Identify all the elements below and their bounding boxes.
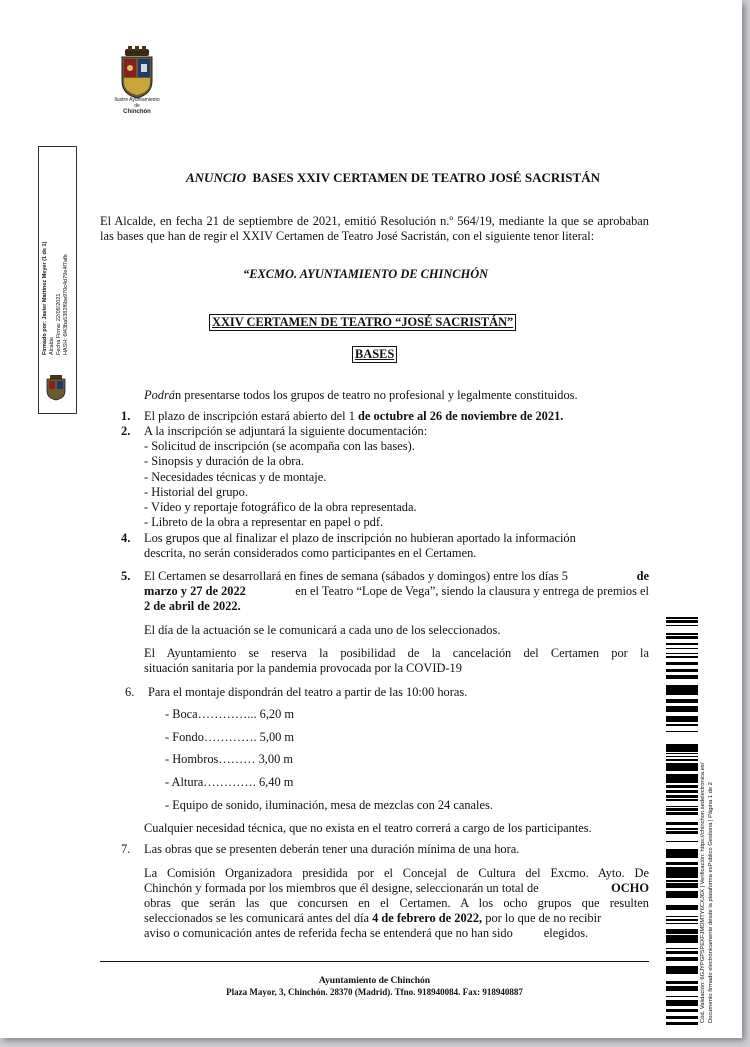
barcode-bar [666, 625, 698, 626]
barcode-bar [666, 841, 698, 842]
barcode-bar [666, 766, 698, 769]
barcode-bar [666, 764, 698, 766]
doc-list-item: - Libreto de la obra a representar en papel o pdf. [144, 515, 384, 529]
barcode-bar [666, 790, 698, 793]
measure-item: - Fondo…………. 5,00 m [165, 730, 295, 744]
barcode-bar [666, 747, 698, 749]
barcode-bar [666, 828, 698, 830]
barcode-bar [666, 891, 698, 893]
heading-text: BASES XXIV CERTAMEN DE TEATRO JOSÉ SACRISTÁN [252, 170, 600, 185]
measure-item: - Hombros……… 3,00 m [165, 752, 294, 766]
barcode-bar [666, 617, 698, 619]
item-5-line-2b: en el Teatro “Lope de Vega”, siendo la clausura y entrega de premios el [295, 584, 649, 598]
barcode-bar [666, 813, 698, 814]
item-2-text: A la inscripción se adjuntará la siguiente documentación: [144, 424, 428, 438]
barcode-bar [666, 938, 698, 941]
barcode-bar [666, 1000, 698, 1001]
barcode-bar [666, 832, 698, 834]
item-4-line: descrita, no serán considerados como participantes en el Certamen. [144, 546, 477, 560]
barcode-bar [666, 763, 698, 764]
item-6-note: Cualquier necesidad técnica, que no exista en el teatro correrá a cargo de los participantes. [144, 821, 592, 835]
barcode-bar [666, 873, 698, 874]
barcode-bar [666, 916, 698, 917]
item-6-number: 6. [125, 685, 135, 699]
barcode-bar [666, 886, 698, 888]
barcode-bar [666, 969, 698, 972]
barcode-bar [666, 875, 698, 878]
barcode-bar [666, 721, 698, 722]
barcode-bar [666, 948, 698, 949]
barcode-bar [666, 929, 698, 931]
barcode-bar [666, 745, 698, 747]
item-6-text: Para el montaje dispondrán del teatro a partir de las 10:00 horas. [148, 685, 468, 699]
barcode-bar [666, 849, 698, 852]
barcode-bar [666, 957, 698, 959]
footer-name: Ayuntamiento de Chinchón [318, 976, 431, 986]
barcode-bar [666, 880, 698, 882]
barcode-bar [666, 707, 698, 709]
barcode-bar [666, 923, 698, 924]
barcode-bar [666, 972, 698, 974]
doc-list-item: - Historial del grupo. [144, 485, 248, 499]
item-4-line: Los grupos que al finalizar el plazo de inscripción no hubieran aportado la información [144, 531, 576, 545]
item-7-para-line: La Comisión Organizadora presidida por el Concejal de Cultura del Excmo. Ayto. De [144, 866, 649, 880]
barcode-bar [666, 648, 698, 649]
measure-item: - Boca…………... 6,20 m [165, 707, 295, 721]
signature-seal-icon [44, 375, 68, 401]
item-7-para-line: aviso o comunicación antes de referida fecha se entenderá que no han sido elegidos. [144, 926, 589, 940]
barcode-bar [666, 744, 698, 745]
doc-list-item: - Vídeo y reportaje fotográfico de la obra representada. [144, 500, 417, 514]
barcode-bar [666, 1016, 698, 1019]
barcode-bar [666, 883, 698, 886]
item-7-deadline: 4 de febrero de 2022, [372, 911, 483, 925]
barcode-bar [666, 1024, 698, 1025]
validation-platform-text: Documento firmado electrónicamente desde la plataforma esPublico Gestiona | Página 1 de 2 [708, 782, 714, 1023]
item-7-count: OCHO [611, 881, 649, 895]
barcode-bar [666, 724, 698, 726]
logo-caption-town: Chinchón [123, 109, 151, 115]
signature-signer: Firmado por: Javier Martínez Meyer (1 de 1) [42, 241, 48, 355]
barcode-bar [666, 706, 698, 707]
barcode-bar [666, 907, 698, 910]
logo-caption-line: Ilustre Ayuntamiento [114, 97, 160, 103]
logo-caption-line: de [134, 103, 140, 109]
logo-caption [104, 97, 170, 115]
item-7-line-4c: por lo que de no recibir [485, 911, 602, 925]
barcode-bar [666, 779, 698, 781]
footer-address: Plaza Mayor, 3, Chinchón. 28370 (Madrid). Tfno. 918940084. Fax: 918940887 [226, 987, 523, 997]
barcode-bar [666, 959, 698, 961]
barcode-bar [666, 799, 698, 801]
barcode-bar [666, 1003, 698, 1004]
barcode-bar [666, 853, 698, 856]
measure-item: - Equipo de sonido, iluminación, mesa de mezclas con 24 canales. [165, 798, 493, 812]
item-7-para-line [144, 911, 601, 926]
barcode-bar [666, 967, 698, 969]
barcode-bar [666, 1009, 698, 1012]
item-2-number: 2. [121, 424, 131, 438]
item-7-para-line [144, 881, 649, 896]
barcode-bar [666, 935, 698, 938]
announcement-heading [186, 170, 600, 185]
barcode-bar [666, 852, 698, 853]
barcode-bar [666, 1001, 698, 1003]
heading-italic: ANUNCIO [186, 170, 246, 185]
barcode-bar [666, 656, 698, 657]
barcode-bar [666, 966, 698, 967]
item-5-para-3-line-2: situación sanitaria por la pandemia provocada por la COVID-19 [144, 661, 462, 675]
barcode-bar [666, 1022, 698, 1024]
barcode-bar [666, 759, 698, 761]
bases-title: BASES [352, 346, 397, 363]
barcode-bar [666, 716, 698, 719]
barcode-bar [666, 862, 698, 863]
barcode-bar [666, 749, 698, 752]
item-5-line-1 [144, 569, 649, 584]
barcode-bar [666, 620, 698, 622]
barcode-bar [666, 919, 698, 921]
item-5-para-3-line-1: El Ayuntamiento se reserva la posibilidad de la cancelación del Certamen por la [144, 646, 649, 660]
validation-barcode [666, 617, 698, 1025]
barcode-bar [666, 870, 698, 873]
barcode-bar [666, 677, 698, 679]
eligibility-paragraph [144, 388, 578, 403]
item-7-line-2a: Chinchón y formada por los miembros que él designe, seleccionarán un total de [144, 881, 539, 895]
barcode-bar [666, 731, 698, 732]
barcode-bar [666, 699, 698, 702]
eligibility-italic: Podrá [144, 388, 175, 402]
barcode-bar [666, 774, 698, 776]
barcode-bar [666, 653, 698, 654]
barcode-bar [666, 657, 698, 658]
barcode-bar [666, 675, 698, 677]
barcode-bar [666, 856, 698, 858]
barcode-bar [666, 983, 698, 984]
barcode-bar [666, 981, 698, 983]
barcode-bar [666, 633, 698, 635]
barcode-bar [666, 989, 698, 990]
validation-code-text: Cód. Validación: 6GJYPGP5PEXFJMDMTY6CXJ6X | Verificación: https://chinchon.sedelectronica.es/ [700, 762, 706, 1023]
signature-hash: HASH: 6f43ba5382f6ba970c4d79e4f7afb [63, 254, 69, 355]
item-5-line-1a: El Certamen se desarrollará en fines de semana (sábados y domingos) entre los días 5 [144, 569, 568, 583]
barcode-bar [666, 769, 698, 771]
barcode-bar [666, 785, 698, 788]
barcode-bar [666, 814, 698, 815]
barcode-bar [666, 662, 698, 665]
footer-divider [100, 961, 649, 962]
barcode-bar [666, 795, 698, 798]
barcode-bar [666, 806, 698, 807]
barcode-bar [666, 622, 698, 623]
barcode-bar [666, 986, 698, 989]
eligibility-text: n presentarse todos los grupos de teatro no profesional y legalmente constituidos. [174, 388, 578, 402]
barcode-bar [666, 669, 698, 672]
item-5-number: 5. [121, 569, 131, 583]
barcode-bar [666, 874, 698, 875]
signature-box [38, 146, 77, 414]
item-7-line-4a: seleccionados se les comunicará antes del día [144, 911, 370, 925]
barcode-bar [666, 643, 698, 645]
intro-paragraph: El Alcalde, en fecha 21 de septiembre de 2021, emitió Resolución n.º 564/19, mediante la que se aprobaban las bases que han de regir el XXIV Certamen de Teatro José Sacristán, con el siguiente tenor literal: [100, 214, 649, 243]
item-5-line-1b: de [636, 569, 649, 583]
barcode-bar [666, 686, 698, 689]
item-7-text: Las obras que se presenten deberán tener una duración mínima de una hora. [144, 842, 520, 856]
barcode-bar [666, 808, 698, 811]
barcode-bar [666, 951, 698, 954]
item-5-line-2 [144, 584, 649, 599]
item-1-text-a: El plazo de inscripción estará abierto del 1 [144, 409, 355, 423]
barcode-bar [666, 636, 698, 639]
item-4-number: 4. [121, 531, 131, 545]
barcode-bar [666, 867, 698, 870]
barcode-bar [666, 719, 698, 721]
org-title: “EXCMO. AYUNTAMIENTO DE CHINCHÓN [243, 267, 489, 281]
barcode-bar [666, 781, 698, 783]
barcode-bar [666, 822, 698, 825]
item-5-closing-date: 2 de abril de 2022. [144, 599, 241, 613]
barcode-bar [666, 812, 698, 813]
barcode-bar [666, 941, 698, 943]
barcode-bar [666, 685, 698, 686]
doc-list-item: - Solicitud de inscripción (se acompaña con las bases). [144, 439, 415, 453]
doc-list-item: - Sinopsis y duración de la obra. [144, 454, 305, 468]
item-1-number: 1. [121, 409, 131, 423]
doc-list-item: - Necesidades técnicas y de montaje. [144, 470, 327, 484]
barcode-bar [666, 863, 698, 865]
barcode-bar [666, 1004, 698, 1006]
barcode-bar [666, 692, 698, 695]
barcode-bar [666, 931, 698, 934]
signature-date: Fecha Firma: 22/09/2021 [56, 293, 62, 355]
measure-item: - Altura…………. 6,40 m [165, 775, 294, 789]
item-5-line-2a: marzo y 27 de 2022 [144, 584, 246, 598]
barcode-bar [666, 709, 698, 711]
item-1-dates: de octubre al 26 de noviembre de 2021. [358, 409, 564, 423]
barcode-bar [666, 990, 698, 991]
signature-role: Alcalde [49, 336, 55, 355]
barcode-bar [666, 996, 698, 997]
certamen-title: XXIV CERTAMEN DE TEATRO “JOSÉ SACRISTÁN” [209, 314, 516, 331]
item-1-text [144, 409, 563, 424]
item-7-number: 7. [121, 842, 131, 856]
barcode-bar [666, 702, 698, 703]
barcode-bar [666, 776, 698, 779]
barcode-bar [666, 711, 698, 712]
barcode-bar [666, 896, 698, 898]
item-5-para-2: El día de la actuación se le comunicará a cada uno de los seleccionados. [144, 623, 501, 637]
barcode-bar [666, 756, 698, 757]
barcode-bar [666, 753, 698, 754]
barcode-bar [666, 831, 698, 832]
barcode-bar [666, 893, 698, 896]
item-7-para-line: obras que serán las que concursen en el Certamen. A los ocho grupos que resulten [144, 896, 649, 910]
barcode-bar [666, 905, 698, 907]
barcode-bar [666, 689, 698, 692]
